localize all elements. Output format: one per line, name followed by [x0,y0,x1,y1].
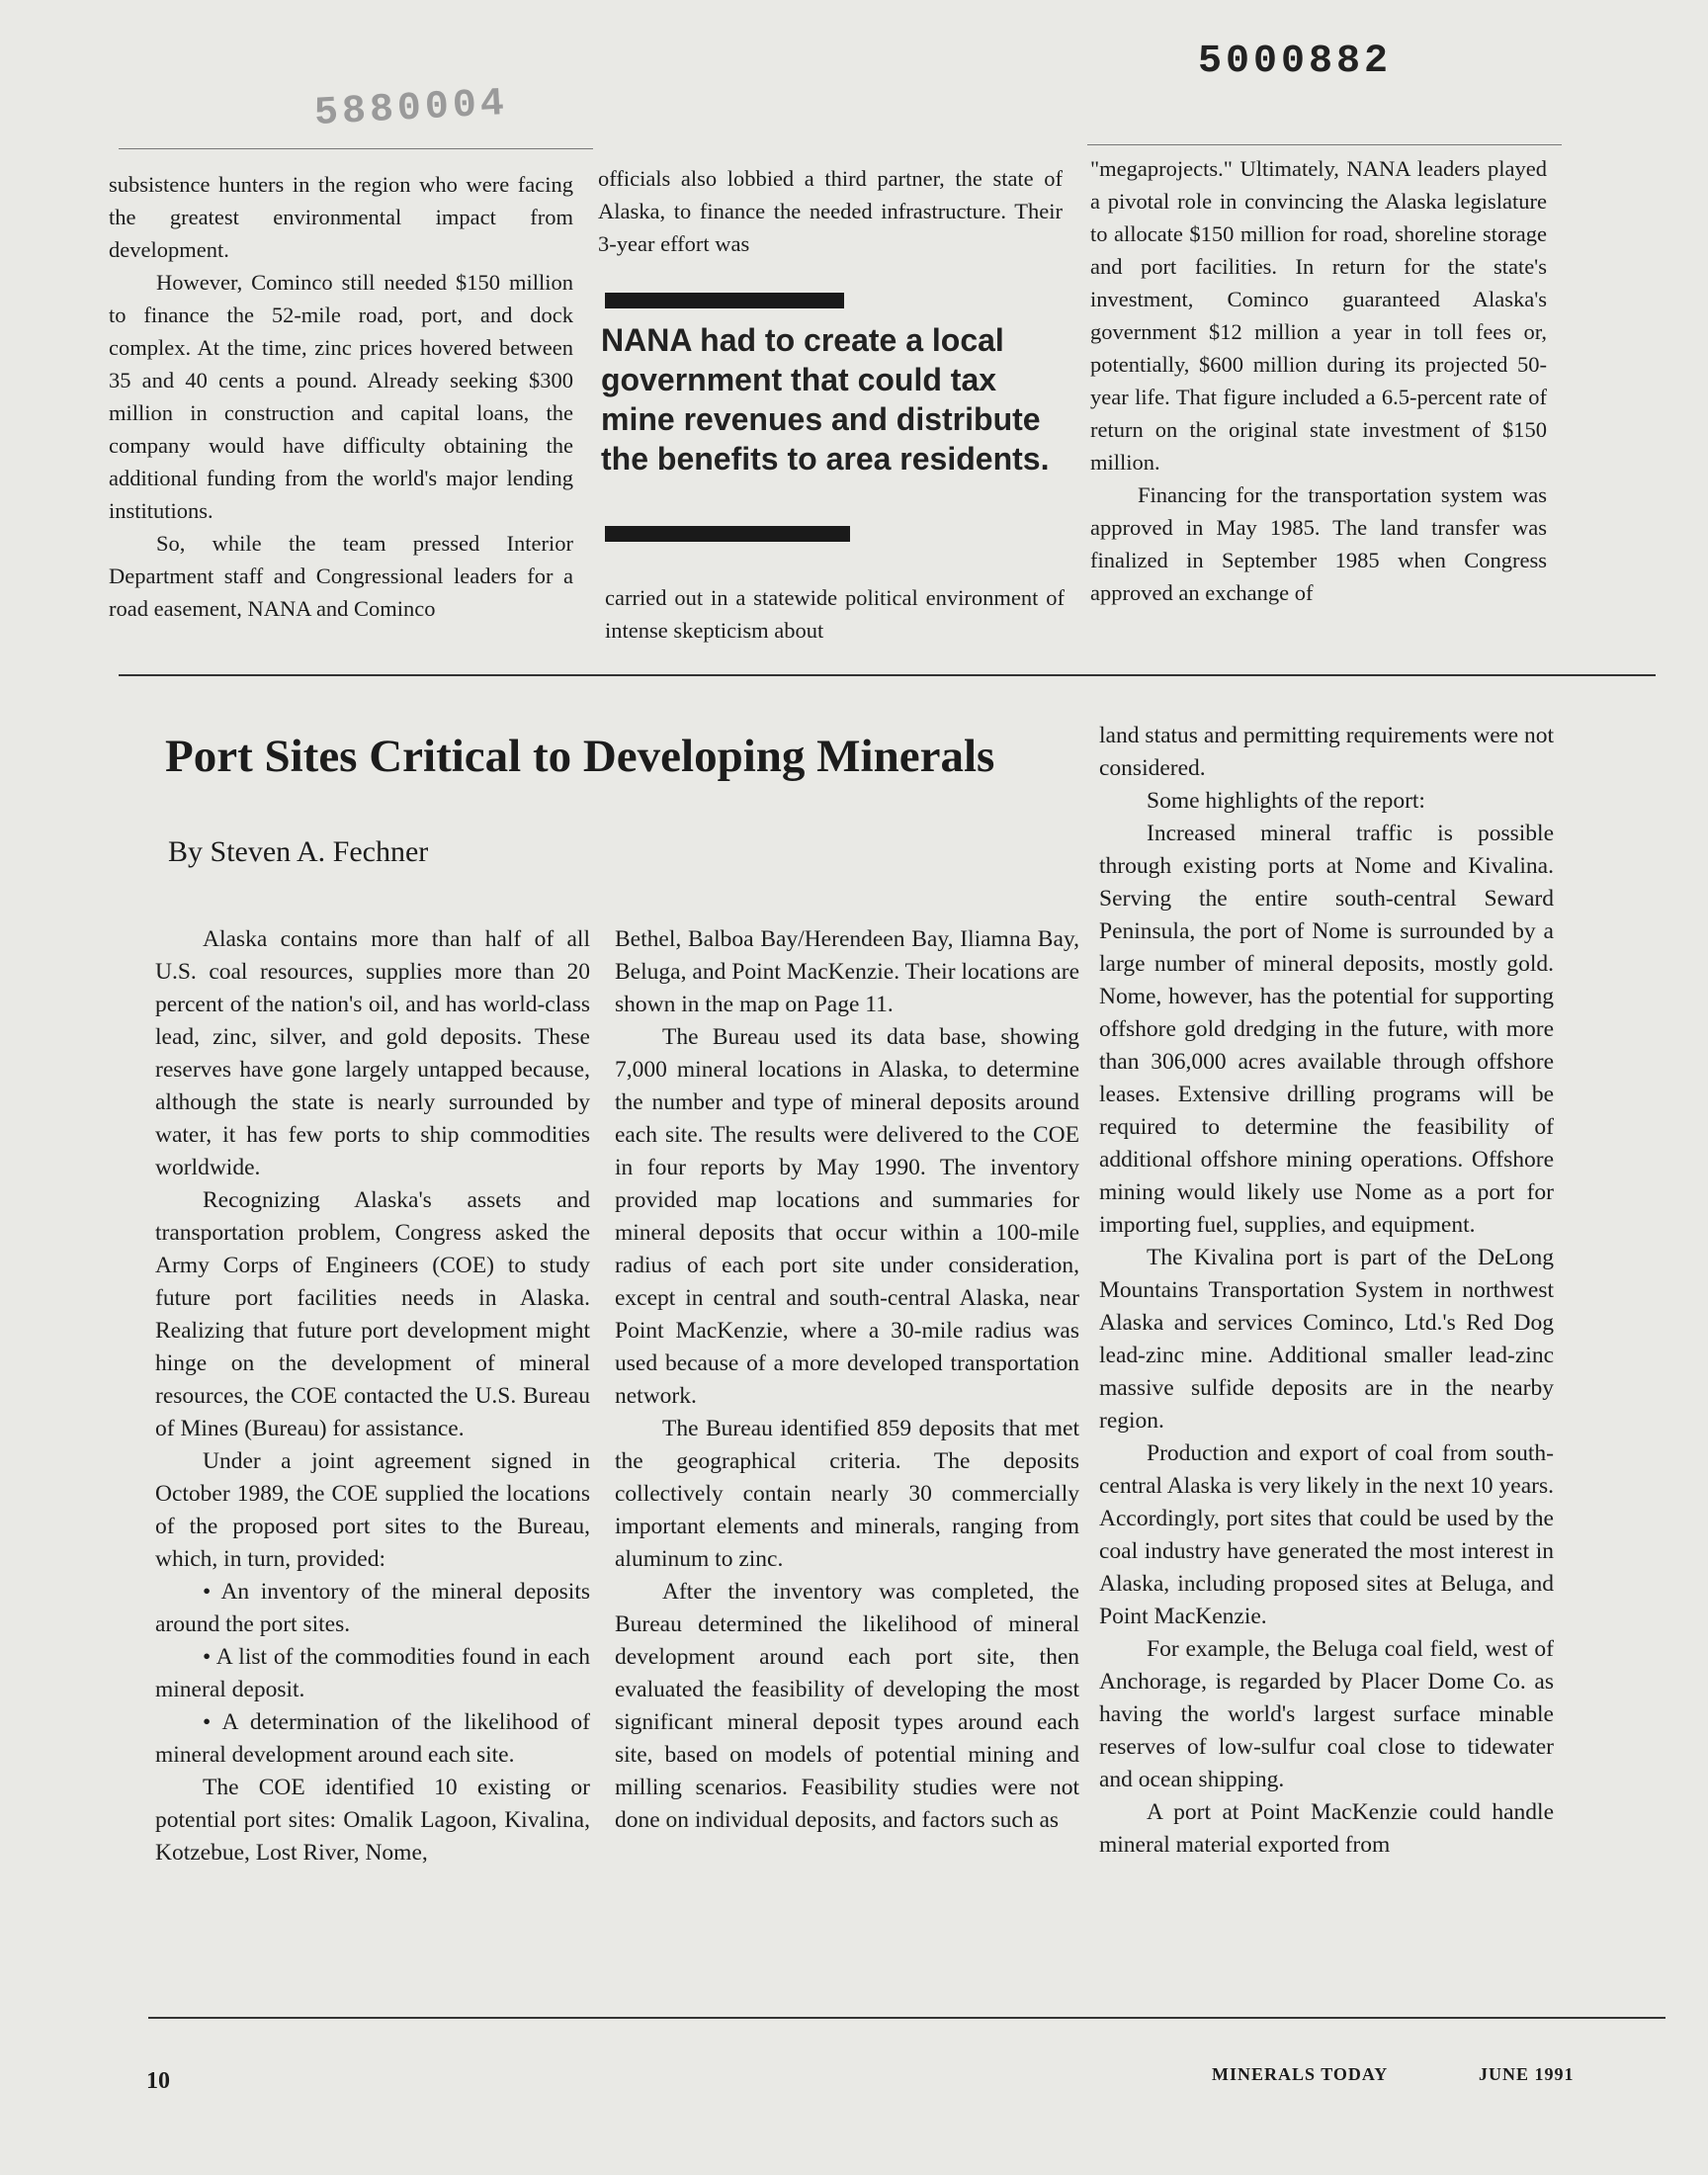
paragraph: Increased mineral traffic is possible through existing ports at Nome and Kivalina. Serving the entire south-central Seward Peninsula, the port of Nome is surrounded by a large number of mineral deposits, mostly gold. Nome, however, has the potential for supporting offshore gold dredging in the future, with more than 306,000 acres available through offshore leases. Extensive drilling programs will be required to determine the feasibility of additional offshore mining operations. Offshore mining would likely use Nome as a port for importing fuel, supplies, and equipment. [1099,821,1554,1238]
paragraph: Under a joint agreement signed in October 1989, the COE supplied the locations of the proposed port sites to the Bureau, which, in turn, provided: [155,1448,590,1572]
bullet-item: • An inventory of the mineral deposits around the port sites. [155,1579,590,1637]
paragraph: However, Cominco still needed $150 million to finance the 52-mile road, port, and dock complex. At the time, zinc prices hovered between 35 and 40 cents a pound. Already seeking $300 million in construction and capital loans, the company would have difficulty obtaining the additional funding from the world's major lending institutions. [109,270,573,523]
paragraph: Bethel, Balboa Bay/Herendeen Bay, Iliamna Bay, Beluga, and Point MacKenzie. Their locations are shown in the map on Page 11. [615,926,1079,1017]
faint-stamp-number: 5880004 [312,81,510,137]
document-number: 5000882 [1198,40,1393,84]
paragraph: Production and export of coal from south-central Alaska is very likely in the next 10 years. Accordingly, port sites that could be used by the coal industry have generated the most interest in Alaska, including proposed sites at Beluga, and Point MacKenzie. [1099,1440,1554,1629]
main-article-column-1 [155,923,590,1870]
publication-name: MINERALS TODAY [1212,2064,1389,2084]
paragraph: The Bureau identified 859 deposits that met the geographical criteria. The deposits collectively contain nearly 30 commercially important elements and minerals, ranging from aluminum to zinc. [615,1416,1079,1572]
top-article-column-2-top [598,162,1063,260]
paragraph: So, while the team pressed Interior Department staff and Congressional leaders for a road easement, NANA and Cominco [109,531,573,621]
main-article-column-3 [1099,720,1554,1862]
paragraph: "megaprojects." Ultimately, NANA leaders played a pivotal role in convincing the Alaska legislature to allocate $150 million for road, shoreline storage and port facilities. In return for the state's investment, Cominco guaranteed Alaska's government $12 million a year in toll fees or, potentially, $600 million during its projected 50-year life. That figure included a 6.5-percent rate of return on the original state investment of $150 million. [1090,156,1547,475]
paragraph: Alaska contains more than half of all U.S. coal resources, supplies more than 20 percent of the nation's oil, and has world-class lead, zinc, silver, and gold deposits. These reserves have gone largely untapped because, although the state is nearly surrounded by water, it has few ports to ship commodities worldwide. [155,926,590,1180]
section-divider [119,674,1656,676]
article-byline: By Steven A. Fechner [168,835,429,868]
top-article-column-3 [1090,152,1547,609]
paragraph: subsistence hunters in the region who were facing the greatest environmental impact from development. [109,172,573,262]
paragraph: For example, the Beluga coal field, west of Anchorage, is regarded by Placer Dome Co. as having the world's largest surface minable reserves of low-sulfur coal close to tidewater and ocean shipping. [1099,1636,1554,1792]
paragraph: The Kivalina port is part of the DeLong Mountains Transportation System in northwest Alaska and services Cominco, Ltd.'s Red Dog lead-zinc mine. Additional smaller lead-zinc massive sulfide deposits are in the nearby region. [1099,1245,1554,1434]
article-headline: Port Sites Critical to Developing Minerals [165,731,995,782]
top-article-column-2-bottom [605,581,1065,647]
paragraph: carried out in a statewide political environment of intense skepticism about [605,585,1065,643]
paragraph: land status and permitting requirements were not considered. [1099,723,1554,781]
top-article-column-1 [109,168,573,625]
bullet-item: • A list of the commodities found in each mineral deposit. [155,1644,590,1702]
pull-quote-bottom-bar [605,526,850,542]
top-rule-right [1087,144,1562,145]
page-number: 10 [146,2068,170,2094]
bullet-item: • A determination of the likelihood of mineral development around each site. [155,1709,590,1768]
paragraph: After the inventory was completed, the Bureau determined the likelihood of mineral development around each port site, then evaluated the feasibility of developing the most significant mineral deposit types around each site, based on models of potential mining and milling scenarios. Feasibility studies were not done on individual deposits, and factors such as [615,1579,1079,1833]
paragraph: The Bureau used its data base, showing 7,000 mineral locations in Alaska, to determine the number and type of mineral deposits around each site. The results were delivered to the COE in four reports by May 1990. The inventory provided map locations and summaries for mineral deposits that occur within a 100-mile radius of each port site under consideration, except in central and south-central Alaska, near Point MacKenzie, where a 30-mile radius was used because of a more developed transportation network. [615,1024,1079,1409]
paragraph: Financing for the transportation system was approved in May 1985. The land transfer was finalized in September 1985 when Congress approved an exchange of [1090,482,1547,605]
top-rule-left [119,148,593,149]
main-article-column-2 [615,923,1079,1837]
paragraph: officials also lobbied a third partner, the state of Alaska, to finance the needed infrastructure. Their 3-year effort was [598,166,1063,256]
pull-quote-top-bar [605,293,844,308]
publication-date: JUNE 1991 [1479,2064,1575,2084]
paragraph: The COE identified 10 existing or potential port sites: Omalik Lagoon, Kivalina, Kotzebue, Lost River, Nome, [155,1775,590,1866]
paragraph: Recognizing Alaska's assets and transportation problem, Congress asked the Army Corps of Engineers (COE) to study future port facilities needs in Alaska. Realizing that future port development might hinge on the development of mineral resources, the COE contacted the U.S. Bureau of Mines (Bureau) for assistance. [155,1187,590,1441]
paragraph: A port at Point MacKenzie could handle mineral material exported from [1099,1799,1554,1858]
paragraph: Some highlights of the report: [1147,788,1425,814]
footer-rule [148,2017,1665,2019]
pull-quote: NANA had to create a local government that could tax mine revenues and distribute the benefits to area residents. [601,322,1050,477]
